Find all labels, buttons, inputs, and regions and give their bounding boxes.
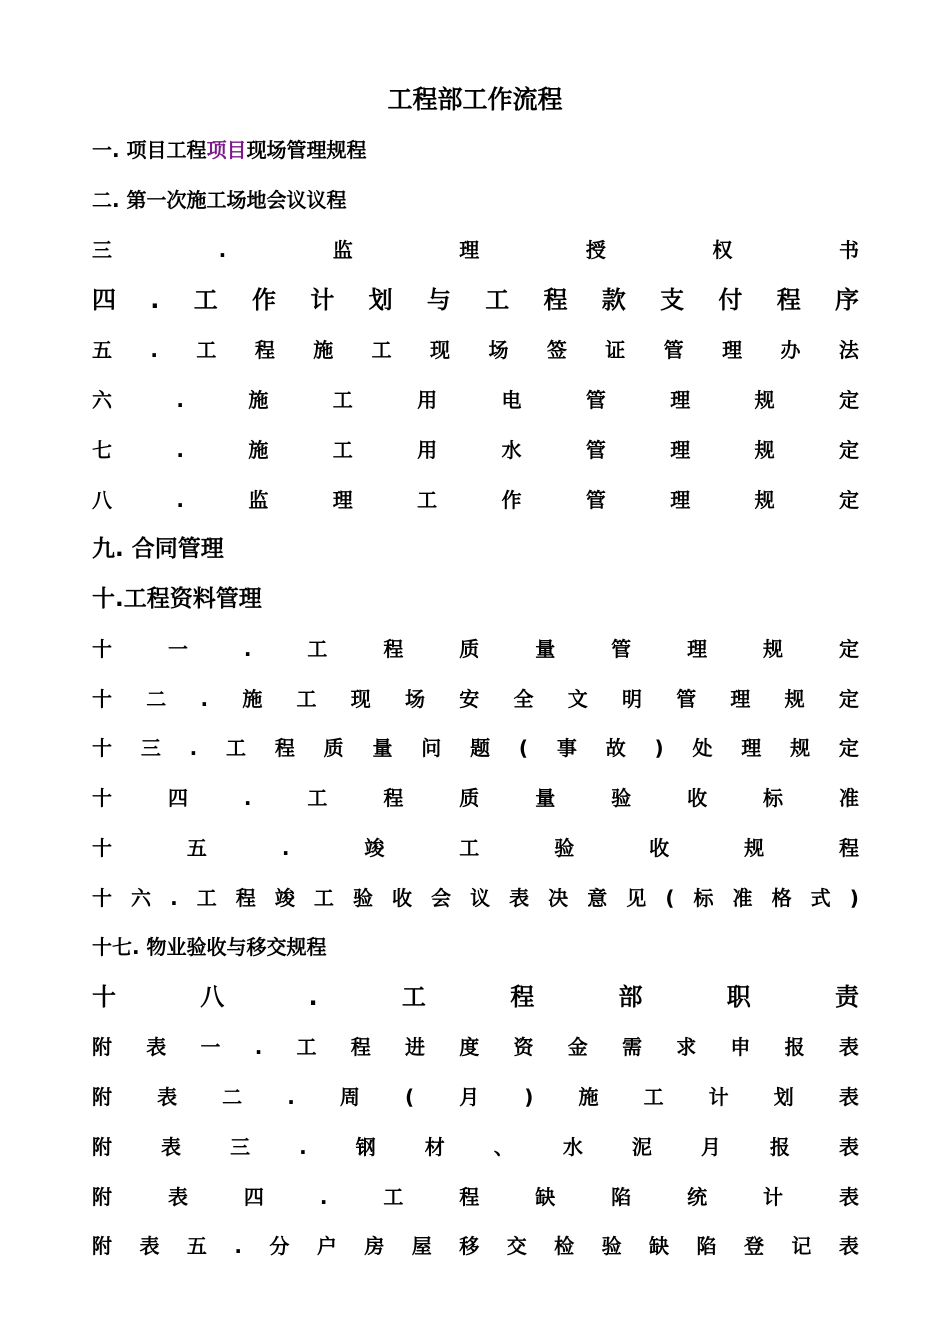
toc-char: 场	[405, 687, 426, 711]
toc-char: 定	[838, 488, 859, 512]
toc-char: 陷	[696, 1234, 717, 1258]
toc-char: .	[150, 286, 160, 314]
toc-char: 表	[838, 1035, 859, 1059]
toc-char: 式	[810, 886, 831, 910]
toc-char: 权	[712, 238, 733, 262]
toc-char: 理	[459, 238, 480, 262]
toc-char: 程	[510, 983, 535, 1011]
toc-char: 十	[92, 637, 112, 661]
toc-char: 证	[605, 338, 626, 362]
toc-char: 程	[459, 1185, 480, 1209]
toc-char: 验	[611, 786, 632, 810]
toc-char: 工	[307, 786, 328, 810]
toc-char: 屋	[411, 1234, 432, 1258]
toc-char: 量	[535, 786, 556, 810]
toc-char: 定	[838, 736, 859, 760]
toc-appendix-5	[92, 1229, 859, 1263]
toc-char: 十	[92, 687, 112, 711]
toc-char: 表	[139, 1234, 160, 1258]
toc-char: 移	[459, 1234, 480, 1258]
toc-char: 工	[459, 836, 480, 860]
toc-char: 、	[493, 1135, 514, 1159]
toc-char: (	[405, 1085, 415, 1109]
toc-char: 表	[838, 1185, 859, 1209]
toc-char: 工	[196, 338, 217, 362]
toc-char: 用	[417, 438, 438, 462]
toc-char: 报	[784, 1035, 805, 1059]
toc-char: 规	[754, 388, 775, 412]
toc-char: .	[150, 338, 159, 362]
toc-char: 明	[621, 687, 642, 711]
document-title: 工程部工作流程	[387, 85, 563, 114]
toc-char: 附	[92, 1035, 112, 1059]
toc-char: 施	[313, 338, 334, 362]
toc-item-1-pre: 一. 项目工程	[92, 138, 207, 162]
toc-char: .	[287, 1085, 295, 1109]
toc-char: 意	[587, 886, 608, 910]
toc-char: 工	[226, 736, 247, 760]
toc-char: 附	[92, 1185, 112, 1209]
toc-char: .	[189, 736, 198, 760]
toc-char: 表	[838, 1135, 859, 1159]
toc-char: 户	[316, 1234, 337, 1258]
toc-char: 施	[248, 438, 269, 462]
toc-char: 付	[718, 286, 743, 314]
toc-char: 管	[663, 338, 684, 362]
toc-char: .	[170, 886, 178, 910]
toc-char: 验	[554, 836, 575, 860]
toc-char: 程	[235, 886, 256, 910]
toc-char: 程	[838, 836, 859, 860]
toc-item-1-highlight: 项目	[206, 138, 247, 162]
toc-char: 收	[687, 786, 708, 810]
toc-char: 四	[243, 1185, 264, 1209]
toc-char: 七	[92, 438, 112, 462]
toc-char: 理	[730, 687, 751, 711]
toc-char: 安	[459, 687, 480, 711]
toc-char: 划	[368, 286, 393, 314]
toc-item-5	[92, 333, 859, 367]
toc-char: 附	[92, 1234, 112, 1258]
toc-char: 十	[92, 736, 112, 760]
toc-item-15	[92, 831, 859, 865]
toc-char: 八	[92, 488, 112, 512]
toc-char: 管	[585, 388, 606, 412]
toc-char: 三	[230, 1135, 251, 1159]
toc-char: 法	[838, 338, 859, 362]
toc-char: 收	[391, 886, 412, 910]
toc-item-16	[92, 881, 859, 915]
toc-char: 准	[838, 786, 859, 810]
toc-item-1-post: 现场管理规程	[246, 138, 367, 162]
toc-char: 求	[676, 1035, 697, 1059]
toc-char: 资	[513, 1035, 534, 1059]
toc-char: 管	[676, 687, 697, 711]
toc-char: 会	[431, 886, 452, 910]
toc-char: 表	[161, 1135, 182, 1159]
toc-char: 需	[621, 1035, 642, 1059]
toc-char: .	[176, 388, 184, 412]
toc-appendix-1	[92, 1030, 859, 1064]
toc-char: 附	[92, 1135, 112, 1159]
toc-char: 程	[350, 1035, 371, 1059]
toc-char: 表	[167, 1185, 188, 1209]
toc-char: 记	[791, 1234, 812, 1258]
toc-char: 五	[186, 1234, 207, 1258]
toc-char: 题	[470, 736, 491, 760]
toc-char: 工	[296, 687, 317, 711]
toc-char: 程	[543, 286, 568, 314]
toc-char: 五	[92, 338, 112, 362]
toc-char: 支	[660, 286, 685, 314]
toc-char: 三	[140, 736, 161, 760]
toc-char: 六	[92, 388, 112, 412]
toc-char: 决	[548, 886, 569, 910]
toc-char: 六	[131, 886, 152, 910]
toc-char: 缺	[535, 1185, 556, 1209]
toc-char: 理	[722, 338, 743, 362]
toc-char: 计	[763, 1185, 784, 1209]
toc-char: 八	[200, 983, 225, 1011]
toc-char: 计	[708, 1085, 729, 1109]
toc-appendix-3	[92, 1130, 859, 1164]
toc-char: .	[176, 488, 184, 512]
toc-char: 现	[430, 338, 451, 362]
toc-char: 钢	[355, 1135, 376, 1159]
toc-char: 施	[248, 388, 269, 412]
toc-char: 房	[364, 1234, 385, 1258]
toc-char: 一	[167, 637, 188, 661]
toc-char: 工	[371, 338, 392, 362]
toc-char: 施	[578, 1085, 599, 1109]
toc-char: 场	[488, 338, 509, 362]
toc-char: 理	[687, 637, 708, 661]
toc-char: 表	[157, 1085, 178, 1109]
toc-char: 水	[501, 438, 522, 462]
toc-char: 程	[254, 338, 275, 362]
toc-char: 问	[421, 736, 442, 760]
toc-char: 工	[417, 488, 438, 512]
toc-char: 格	[771, 886, 792, 910]
toc-char: 办	[780, 338, 801, 362]
toc-char: 工	[643, 1085, 664, 1109]
toc-char: 水	[562, 1135, 583, 1159]
toc-char: 登	[743, 1234, 764, 1258]
toc-char: )	[654, 736, 664, 760]
toc-item-7	[92, 433, 859, 467]
toc-char: .	[243, 637, 252, 661]
toc-char: 序	[834, 286, 859, 314]
toc-char: 议	[470, 886, 491, 910]
toc-char: 表	[146, 1035, 167, 1059]
toc-char: 工	[307, 637, 328, 661]
toc-char: 定	[838, 687, 859, 711]
toc-char: 月	[459, 1085, 480, 1109]
toc-char: .	[243, 786, 252, 810]
toc-char: 工	[313, 886, 334, 910]
toc-char: 与	[426, 286, 451, 314]
toc-char: 授	[585, 238, 606, 262]
toc-char: 程	[383, 637, 404, 661]
toc-char: .	[299, 1135, 307, 1159]
toc-char: 缺	[649, 1234, 670, 1258]
toc-char: 质	[459, 786, 480, 810]
toc-char: 处	[692, 736, 713, 760]
toc-char: 管	[611, 637, 632, 661]
toc-char: 程	[274, 736, 295, 760]
toc-char: .	[200, 687, 209, 711]
toc-char: 附	[92, 1085, 112, 1109]
toc-char: 用	[417, 388, 438, 412]
toc-char: 准	[732, 886, 753, 910]
toc-appendix-4	[92, 1180, 859, 1214]
toc-char: 现	[350, 687, 371, 711]
toc-item-9: 九. 合同管理	[92, 536, 224, 562]
toc-char: 理	[741, 736, 762, 760]
toc-char: 见	[626, 886, 647, 910]
toc-item-17: 十七. 物业验收与移交规程	[92, 935, 327, 959]
toc-char: 工	[332, 438, 353, 462]
toc-char: 标	[763, 786, 784, 810]
toc-char: 进	[405, 1035, 426, 1059]
toc-char: 管	[585, 438, 606, 462]
toc-item-3	[92, 233, 859, 267]
toc-char: .	[218, 238, 227, 262]
toc-char: 四	[92, 286, 116, 314]
toc-char: 规	[784, 687, 805, 711]
toc-char: 部	[618, 983, 643, 1011]
toc-char: 二	[146, 687, 167, 711]
toc-item-18	[92, 980, 859, 1014]
toc-char: 书	[838, 238, 859, 262]
toc-char: 十	[92, 836, 112, 860]
toc-char: 表	[509, 886, 530, 910]
toc-char: 工	[196, 886, 217, 910]
toc-char: )	[524, 1085, 534, 1109]
toc-char: 理	[670, 438, 691, 462]
toc-item-12	[92, 682, 859, 716]
toc-char: 定	[838, 637, 859, 661]
toc-char: 交	[506, 1234, 527, 1258]
toc-char: 理	[332, 488, 353, 512]
toc-char: 月	[700, 1135, 721, 1159]
toc-char: 统	[687, 1185, 708, 1209]
toc-char: 表	[838, 1085, 859, 1109]
toc-char: 事	[556, 736, 577, 760]
toc-char: 电	[501, 388, 522, 412]
toc-char: 管	[585, 488, 606, 512]
toc-char: 理	[670, 488, 691, 512]
toc-char: 表	[838, 1234, 859, 1258]
toc-char: 验	[352, 886, 373, 910]
toc-char: 理	[670, 388, 691, 412]
toc-char: (	[665, 886, 675, 910]
toc-appendix-2	[92, 1080, 859, 1114]
toc-char: 报	[769, 1135, 790, 1159]
toc-item-13	[92, 731, 859, 765]
toc-char: 程	[383, 786, 404, 810]
toc-char: 作	[252, 286, 277, 314]
toc-char: 规	[754, 488, 775, 512]
toc-item-11	[92, 632, 859, 666]
toc-char: 一	[200, 1035, 221, 1059]
toc-char: 款	[601, 286, 626, 314]
toc-char: 度	[459, 1035, 480, 1059]
toc-char: 规	[790, 736, 811, 760]
toc-char: 签	[546, 338, 567, 362]
toc-char: 全	[513, 687, 534, 711]
toc-char: 标	[693, 886, 714, 910]
toc-char: (	[518, 736, 529, 760]
toc-char: 监	[248, 488, 269, 512]
toc-char: 分	[269, 1234, 290, 1258]
toc-char: 规	[744, 836, 765, 860]
toc-char: 检	[554, 1234, 575, 1258]
toc-char: 施	[242, 687, 263, 711]
toc-char: 五	[186, 836, 207, 860]
toc-char: 陷	[611, 1185, 632, 1209]
toc-char: 十	[92, 886, 112, 910]
toc-char: 验	[601, 1234, 622, 1258]
toc-char: 定	[838, 388, 859, 412]
toc-char: 竣	[364, 836, 385, 860]
toc-char: 作	[501, 488, 522, 512]
toc-char: 十	[92, 786, 112, 810]
toc-item-6	[92, 383, 859, 417]
toc-char: 申	[730, 1035, 751, 1059]
toc-item-10: 十.工程资料管理	[92, 586, 262, 612]
toc-char: 材	[424, 1135, 445, 1159]
toc-char: 三	[92, 238, 112, 262]
toc-char: .	[308, 983, 318, 1011]
toc-item-8	[92, 483, 859, 517]
toc-char: 故	[605, 736, 626, 760]
toc-char: 规	[754, 438, 775, 462]
toc-char: 监	[332, 238, 353, 262]
toc-char: 规	[763, 637, 784, 661]
toc-char: 质	[459, 637, 480, 661]
toc-item-4	[92, 283, 859, 317]
toc-char: )	[849, 886, 859, 910]
toc-char: 工	[485, 286, 510, 314]
toc-char: 划	[773, 1085, 794, 1109]
toc-char: 责	[834, 983, 859, 1011]
toc-char: 收	[649, 836, 670, 860]
toc-char: 质	[323, 736, 344, 760]
toc-char: .	[234, 1234, 242, 1258]
toc-char: 工	[296, 1035, 317, 1059]
toc-char: .	[319, 1185, 328, 1209]
toc-char: 二	[222, 1085, 243, 1109]
toc-item-2: 二. 第一次施工场地会议议程	[92, 188, 347, 212]
toc-char: 泥	[631, 1135, 652, 1159]
toc-char: 工	[383, 1185, 404, 1209]
toc-char: .	[281, 836, 290, 860]
toc-char: 文	[567, 687, 588, 711]
toc-char: 金	[567, 1035, 588, 1059]
toc-char: 工	[193, 286, 218, 314]
toc-item-14	[92, 781, 859, 815]
toc-char: .	[254, 1035, 263, 1059]
toc-char: 职	[726, 983, 751, 1011]
toc-char: 程	[776, 286, 801, 314]
toc-char: .	[176, 438, 184, 462]
toc-char: 竣	[274, 886, 295, 910]
toc-char: 量	[535, 637, 556, 661]
toc-item-1	[92, 133, 367, 167]
toc-char: 定	[838, 438, 859, 462]
toc-char: 周	[339, 1085, 360, 1109]
toc-char: 十	[92, 983, 116, 1011]
toc-char: 四	[167, 786, 188, 810]
toc-char: 计	[310, 286, 335, 314]
toc-char: 工	[401, 983, 426, 1011]
toc-char: 量	[372, 736, 393, 760]
toc-char: 工	[332, 388, 353, 412]
